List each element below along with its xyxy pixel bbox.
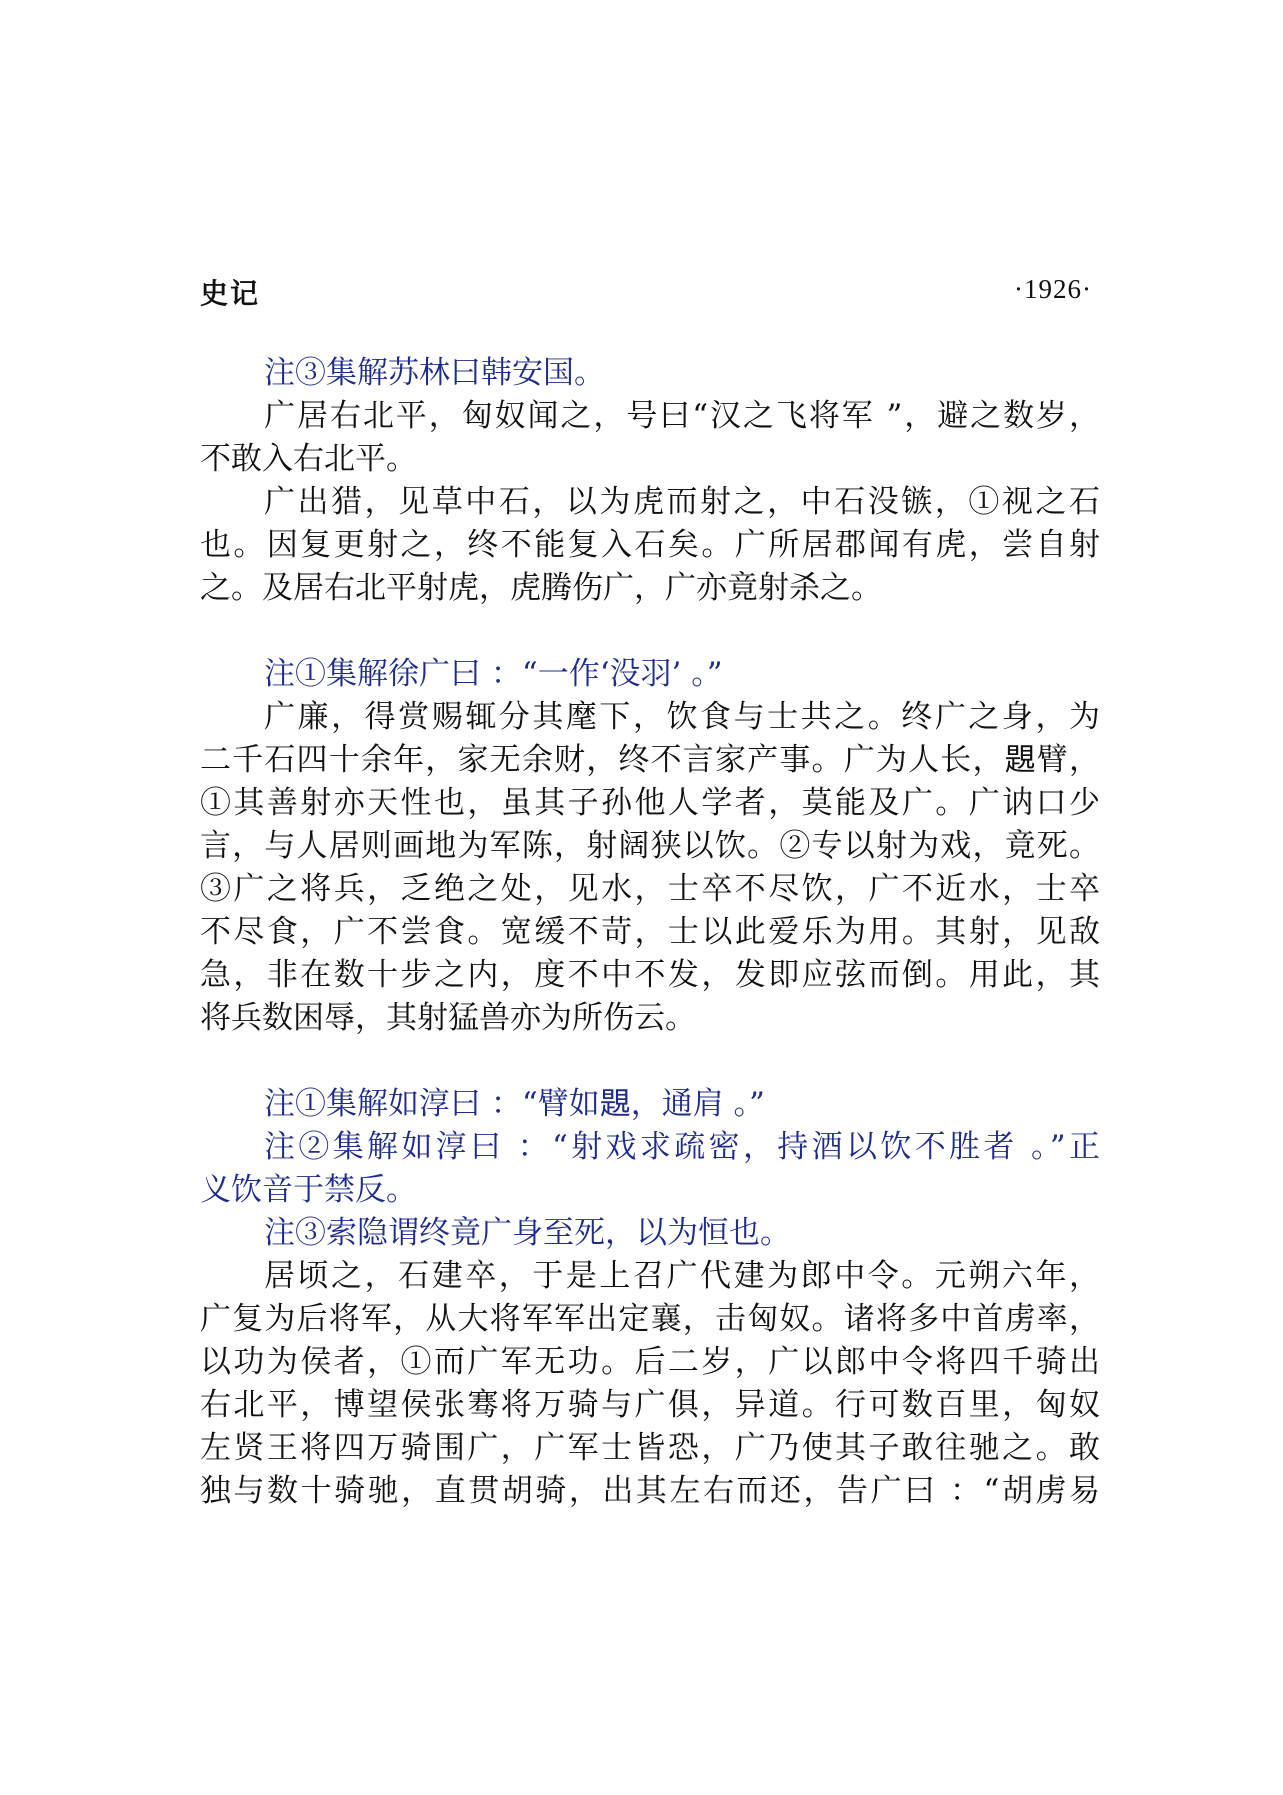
text-line: 居顷之，石建卒，于是上召广代建为郎中令。元朔六年， <box>264 1258 1100 1294</box>
page-number: ·1926· <box>1014 274 1092 304</box>
annotation-line: 义饮音于禁反。 <box>200 1172 417 1208</box>
text-line: 之。及居右北平射虎，虎腾伤广，广亦竟射杀之。 <box>200 570 882 606</box>
text-line: 广居右北平，匈奴闻之，号曰“汉之飞将军 ”，避之数岁， <box>264 398 1100 434</box>
annotation-line: 注②集解如淳曰 ：“射戏求疏密，持酒以饮不胜者 。”正 <box>264 1129 1100 1165</box>
text-line: 言，与人居则画地为军陈，射阔狭以饮。②专以射为戏，竟死。 <box>200 828 1100 864</box>
text-line: 不敢入右北平。 <box>200 441 417 477</box>
page-header <box>200 272 1092 312</box>
body-text <box>200 352 1100 1513</box>
text-line: 以功为侯者，①而广军无功。后二岁，广以郎中令将四千骑出 <box>200 1344 1100 1380</box>
text-line: 右北平，博望侯张骞将万骑与广俱，异道。行可数百里，匈奴 <box>200 1387 1100 1423</box>
text-line: 也。因复更射之，终不能复入石矣。广所居郡闻有虎，尝自射 <box>200 527 1100 563</box>
text-line: 不尽食，广不尝食。宽缓不苛，士以此爱乐为用。其射，见敌 <box>200 914 1100 950</box>
text-line: 急，非在数十步之内，度不中不发，发即应弦而倒。用此，其 <box>200 957 1100 993</box>
text-line: 广廉，得赏赐辄分其麾下，饮食与士共之。终广之身，为 <box>264 699 1100 735</box>
paragraph-gap <box>200 610 1100 653</box>
text-line: 将兵数困辱，其射猛兽亦为所伤云。 <box>200 1000 696 1036</box>
annotation-line: 注③索隐谓终竟广身至死，以为恒也。 <box>264 1215 791 1251</box>
annotation-line: 注①集解徐广曰 ：“一作‘没羽’ 。” <box>264 656 723 692</box>
paragraph-gap <box>200 1040 1100 1083</box>
text-line: 二千石四十余年，家无余财，终不言家产事。广为人长，𧡨臂， <box>200 742 1100 778</box>
book-title: 史记 <box>200 277 261 310</box>
text-line: 独与数十骑驰，直贯胡骑，出其左右而还，告广曰 ：“胡虏易 <box>200 1473 1100 1509</box>
text-line: ③广之将兵，乏绝之处，见水，士卒不尽饮，广不近水，士卒 <box>200 871 1100 907</box>
annotation-line: 注①集解如淳曰 ：“臂如𧡨，通肩 。” <box>264 1086 765 1122</box>
text-line: 广复为后将军，从大将军军出定襄，击匈奴。诸将多中首虏率， <box>200 1301 1100 1337</box>
text-line: 广出猎，见草中石，以为虎而射之，中石没镞，①视之石 <box>264 484 1100 520</box>
text-line: ①其善射亦天性也，虽其子孙他人学者，莫能及广。广讷口少 <box>200 785 1100 821</box>
text-line: 左贤王将四万骑围广，广军士皆恐，广乃使其子敢往驰之。敢 <box>200 1430 1100 1466</box>
annotation-line: 注③集解苏林曰韩安国。 <box>264 355 605 391</box>
